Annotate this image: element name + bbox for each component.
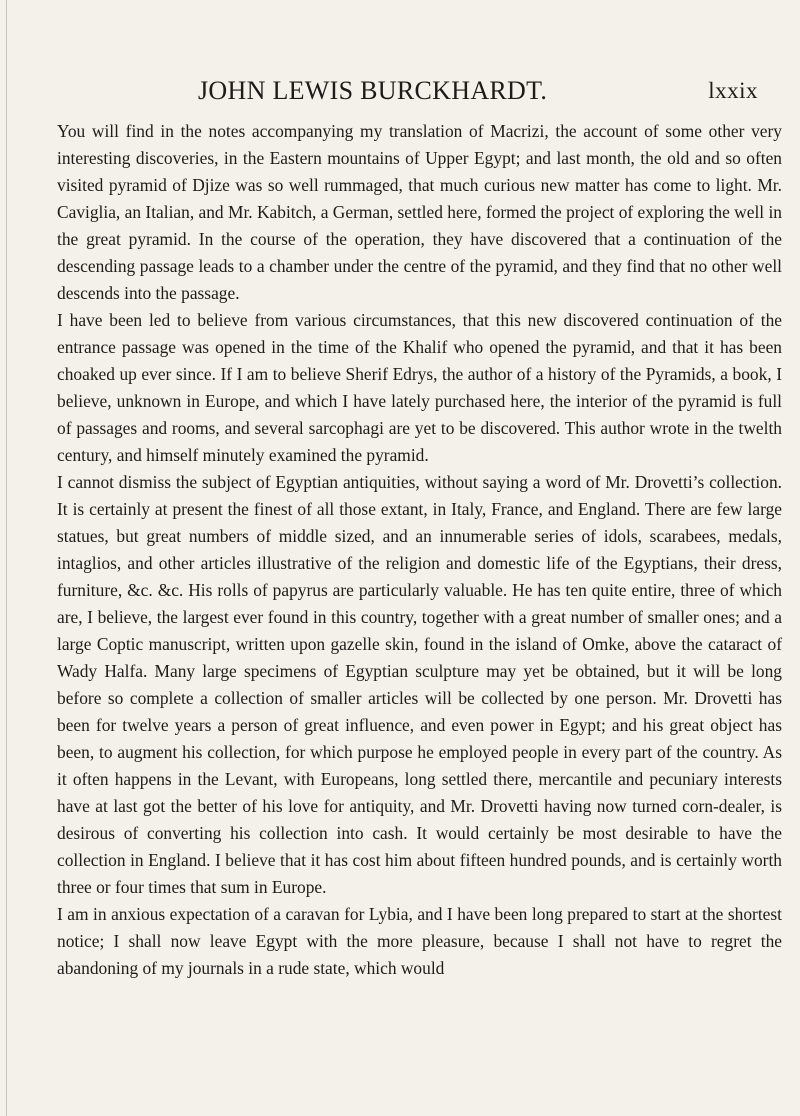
paragraph: I cannot dismiss the subject of Egyptian antiquities, without saying a word of Mr. Drovetti’s collection. It is certainly at present the finest of all those extant, in Italy, France, and England. There are few large statues, but great numbers of middle sized, and an innumerable series of idols, scarabees, medals, intaglios, and other articles illustrative of the religion and domestic life of the Egyptians, their dress, furniture, &c. &c. His rolls of papyrus are particularly valuable. He has ten quite entire, three of which are, I believe, the largest ever found in this country, together with a great number of smaller ones; and a large Coptic manuscript, written upon gazelle skin, found in the island of Omke, above the cataract of Wady Halfa. Many large specimens of Egyptian sculpture may yet be obtained, but it will be long before so complete a collection of smaller articles will be collected by one person. Mr. Drovetti has been for twelve years a person of great influence, and even power in Egypt; and his great object has been, to augment his collection, for which purpose he employed people in every part of the country. As it often happens in the Levant, with Europeans, long settled there, mercantile and pecuniary interests have at last got the better of his love for antiquity, and Mr. Drovetti having now turned corn-dealer, is desirous of converting his collection into cash. It would certainly be most desirable to have the collection in England. I believe that it has cost him about fifteen hundred pounds, and is certainly worth three or four times that sum in Europe. bbox=[57, 472, 782, 897]
paragraph: I have been led to believe from various circumstances, that this new discovered continuation of the entrance passage was opened in the time of the Khalif who opened the pyramid, and that it has been choaked up ever since. If I am to believe Sherif Edrys, the author of a history of the Pyramids, a book, I believe, unknown in Europe, and which I have lately purchased here, the interior of the pyramid is full of passages and rooms, and several sarcophagi are yet to be discovered. This author wrote in the twelth century, and himself minutely examined the pyramid. bbox=[57, 310, 782, 465]
page-number: lxxix bbox=[708, 78, 758, 103]
body-text bbox=[57, 118, 782, 982]
page-edge-rule bbox=[6, 0, 7, 1116]
running-head: JOHN LEWIS BURCKHARDT. bbox=[198, 76, 548, 105]
page-header bbox=[198, 76, 758, 110]
paragraph: I am in anxious expectation of a caravan for Lybia, and I have been long prepared to start at the shortest notice; I shall now leave Egypt with the more pleasure, because I shall not have to regret the abandoning of my journals in a rude state, which would bbox=[57, 904, 782, 978]
paragraph: You will find in the notes accompanying my translation of Macrizi, the account of some other very interesting discoveries, in the Eastern mountains of Upper Egypt; and last month, the old and so often visited pyramid of Djize was so well rummaged, that much curious new matter has come to light. Mr. Caviglia, an Italian, and Mr. Kabitch, a German, settled here, formed the project of exploring the well in the great pyramid. In the course of the operation, they have discovered that a continuation of the descending passage leads to a chamber under the centre of the pyramid, and they find that no other well descends into the passage. bbox=[57, 121, 782, 303]
